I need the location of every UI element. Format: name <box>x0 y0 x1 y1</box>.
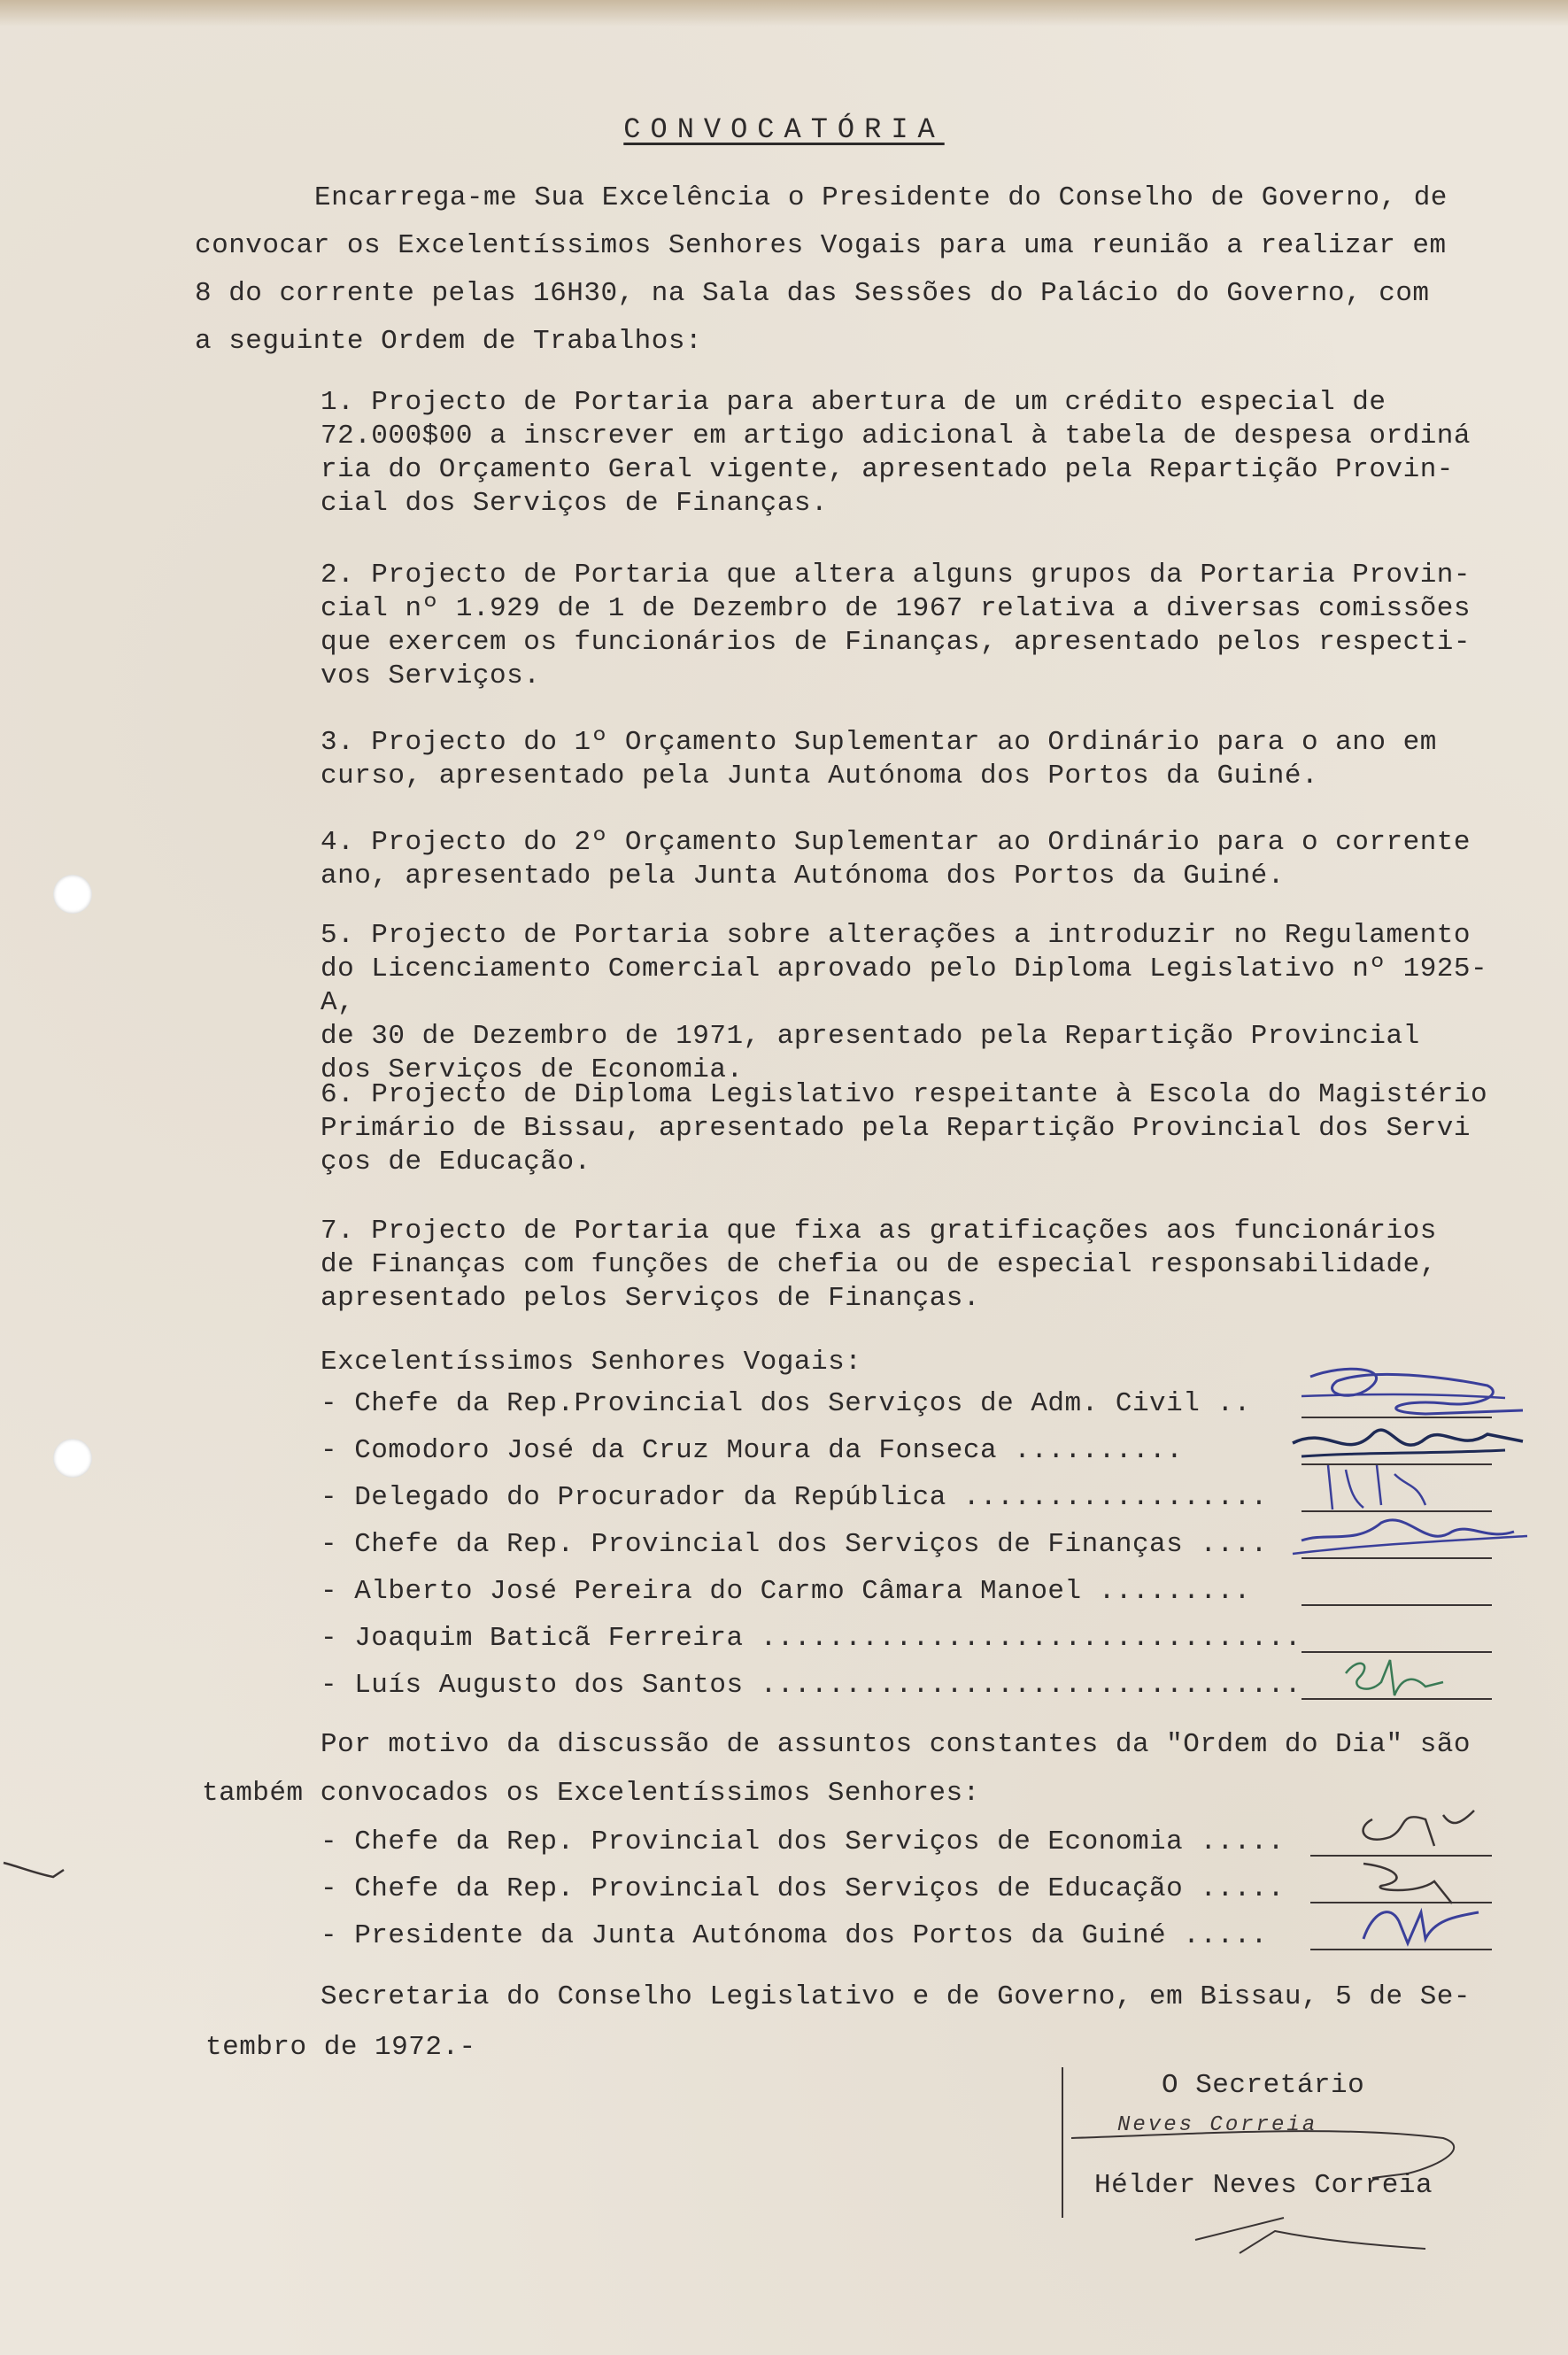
agenda-item-5: 5. Projecto de Portaria sobre alterações a introduzir no Regulamento do Licenciamento Comercial aprovado pelo Diploma Legislativo nº 1925-A, de 30 de Dezembro de 1971, apresentado pela Repartição Provincial dos Serviços de Economia. <box>321 920 1488 1085</box>
vogal-row-7: - Luís Augusto dos Santos ................................ <box>321 1670 1302 1701</box>
also-row-1: - Chefe da Rep. Provincial dos Serviços de Economia ..... <box>321 1826 1285 1857</box>
vogal-row-2: - Comodoro José da Cruz Moura da Fonseca .......... <box>321 1435 1184 1466</box>
also-row-2: - Chefe da Rep. Provincial dos Serviços de Educação ..... <box>321 1873 1285 1904</box>
agenda-item-3: 3. Projecto do 1º Orçamento Suplementar ao Ordinário para o ano em curso, apresentado pela Junta Autónoma dos Portos da Guiné. <box>321 727 1437 791</box>
secretary-name: Hélder Neves Correia <box>1094 2170 1433 2201</box>
intro-line-2: convocar os Excelentíssimos Senhores Vogais para uma reunião a realizar em <box>195 230 1447 261</box>
agenda-item-7: 7. Projecto de Portaria que fixa as gratificações aos funcionários de Finanças com funções de chefia ou de especial responsabilidade, apresentado pelos Serviços de Finanças. <box>321 1216 1437 1314</box>
agenda-item-1: 1. Projecto de Portaria para abertura de um crédito especial de 72.000$00 a inscrever em artigo adicional à tabela de despesa ordiná ria do Orçamento Geral vigente, apresentado pela Repartição Provin- cial dos Serviços de Finanças. <box>321 387 1471 519</box>
signature-vogal-7 <box>1328 1647 1461 1709</box>
signature-also-3 <box>1337 1895 1496 1957</box>
punch-hole-lower <box>53 1439 92 1478</box>
also-convoked-line-1: Por motivo da discussão de assuntos constantes da "Ordem do Dia" são <box>321 1729 1471 1760</box>
secretary-title: O Secretário <box>1162 2070 1365 2101</box>
secretary-signature: Neves Correia <box>1117 2113 1318 2137</box>
document-title: CONVOCATÓRIA <box>623 113 945 146</box>
agenda-item-4: 4. Projecto do 2º Orçamento Suplementar ao Ordinário para o corrente ano, apresentado pela Junta Autónoma dos Portos da Guiné. <box>321 827 1471 892</box>
vogal-row-5: - Alberto José Pereira do Carmo Câmara Manoel ......... <box>321 1576 1251 1607</box>
vogal-row-3: - Delegado do Procurador da República .................. <box>321 1482 1268 1513</box>
vogal-row-4: - Chefe da Rep. Provincial dos Serviços de Finanças .... <box>321 1529 1268 1560</box>
agenda-item-2: 2. Projecto de Portaria que altera alguns grupos da Portaria Provin- cial nº 1.929 de 1 de Dezembro de 1967 relativa a diversas comissões que exercem os funcionários de Finanças, apresentado pelos respecti- vos Serviços. <box>321 560 1471 691</box>
intro-line-4: a seguinte Ordem de Trabalhos: <box>195 326 703 357</box>
vogal-row-1: - Chefe da Rep.Provincial dos Serviços de Adm. Civil .. <box>321 1388 1251 1419</box>
secretary-underline-stroke <box>1186 2204 1434 2258</box>
margin-tick-mark <box>0 1850 71 1886</box>
vogais-heading: Excelentíssimos Senhores Vogais: <box>321 1347 862 1378</box>
also-row-3: - Presidente da Junta Autónoma dos Portos da Guiné ..... <box>321 1920 1268 1951</box>
signature-vogal-4 <box>1275 1505 1532 1567</box>
agenda-item-6: 6. Projecto de Diploma Legislativo respeitante à Escola do Magistério Primário de Bissau, apresentado pela Repartição Provincial dos Servi ços de Educação. <box>321 1079 1488 1178</box>
signature-line-vogal-5 <box>1302 1604 1492 1606</box>
intro-line-3: 8 do corrente pelas 16H30, na Sala das Sessões do Palácio do Governo, com <box>195 278 1430 309</box>
closing-line-1: Secretaria do Conselho Legislativo e de Governo, em Bissau, 5 de Se- <box>321 1981 1471 2012</box>
closing-line-2: tembro de 1972.- <box>205 2032 476 2063</box>
intro-line-1: Encarrega-me Sua Excelência o Presidente do Conselho de Governo, de <box>314 182 1448 213</box>
secretary-bracket-line <box>1058 2067 1067 2218</box>
punch-hole-upper <box>53 875 92 914</box>
paper-top-edge <box>0 0 1568 27</box>
also-convoked-line-2: também convocados os Excelentíssimos Senhores: <box>202 1778 980 1809</box>
vogal-row-6: - Joaquim Baticã Ferreira ................................ <box>321 1623 1302 1654</box>
